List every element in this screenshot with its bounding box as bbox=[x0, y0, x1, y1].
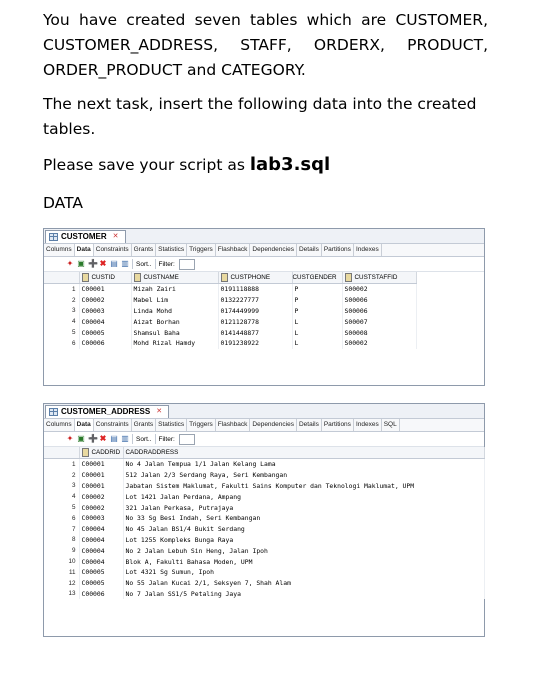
rownum-header bbox=[44, 447, 79, 459]
delete-row-icon[interactable]: ✖ bbox=[99, 434, 107, 443]
subtab-data[interactable]: Data bbox=[75, 244, 94, 256]
row-number: 2 bbox=[44, 470, 79, 481]
table-cell[interactable]: S00007 bbox=[342, 316, 416, 327]
grid-icon[interactable]: ▥ bbox=[121, 259, 129, 268]
row-number: 3 bbox=[44, 481, 79, 492]
table-cell[interactable]: P bbox=[292, 284, 342, 295]
table-row[interactable] bbox=[44, 578, 484, 589]
insert-row-icon[interactable]: ▣ bbox=[77, 434, 85, 443]
task-line-2: tables. bbox=[43, 120, 96, 138]
column-header[interactable]: CUSTSTAFFID bbox=[342, 272, 416, 284]
customer-tabbar bbox=[44, 229, 484, 244]
table-cell[interactable]: 0121128778 bbox=[218, 316, 292, 327]
column-icon bbox=[82, 273, 89, 282]
table-cell[interactable]: No 33 Sg Besi Indah, Seri Kembangan bbox=[123, 513, 484, 524]
commit-icon[interactable]: ➕ bbox=[88, 434, 98, 443]
table-cell[interactable]: C00004 bbox=[79, 545, 123, 556]
table-cell[interactable]: 0132227777 bbox=[218, 295, 292, 306]
table-cell[interactable]: 0174449999 bbox=[218, 306, 292, 317]
sort-button[interactable]: Sort.. bbox=[136, 435, 152, 443]
table-icon bbox=[49, 233, 58, 241]
customer-panel bbox=[43, 228, 485, 386]
table-row[interactable] bbox=[44, 470, 484, 481]
row-number: 5 bbox=[44, 327, 79, 338]
tab-customer-label: CUSTOMER bbox=[61, 232, 107, 241]
column-header[interactable]: CADDRID bbox=[79, 447, 123, 459]
customer-header-row bbox=[44, 272, 416, 284]
delete-row-icon[interactable]: ✖ bbox=[99, 259, 107, 268]
row-number: 1 bbox=[44, 284, 79, 295]
filter-label: Filter: bbox=[158, 435, 175, 443]
insert-row-icon[interactable]: ▣ bbox=[77, 259, 85, 268]
close-icon[interactable]: ✕ bbox=[156, 408, 163, 415]
table-cell[interactable]: 0191118888 bbox=[218, 284, 292, 295]
subtab-data[interactable]: Data bbox=[75, 419, 94, 431]
address-header-row bbox=[44, 447, 484, 459]
filter-input[interactable] bbox=[179, 434, 195, 445]
table-cell[interactable]: C00001 bbox=[79, 481, 123, 492]
row-number: 13 bbox=[44, 589, 79, 600]
table-cell[interactable]: Shamsul Baha bbox=[131, 327, 218, 338]
table-cell[interactable]: Lot 1255 Kompleks Bunga Raya bbox=[123, 535, 484, 546]
refresh-icon[interactable]: ▤ bbox=[110, 259, 118, 268]
intro-line-2: CUSTOMER_ADDRESS, STAFF, ORDERX, PRODUCT, bbox=[43, 36, 488, 54]
pin-icon[interactable]: ✦ bbox=[66, 434, 74, 443]
row-number: 1 bbox=[44, 459, 79, 470]
tab-customer-address[interactable] bbox=[45, 405, 169, 418]
column-icon bbox=[345, 273, 352, 282]
table-cell[interactable]: C00005 bbox=[79, 578, 123, 589]
table-cell[interactable]: P bbox=[292, 306, 342, 317]
table-cell[interactable]: 0141448877 bbox=[218, 327, 292, 338]
table-icon bbox=[49, 408, 58, 416]
table-cell[interactable]: C00006 bbox=[79, 338, 131, 349]
rownum-header bbox=[44, 272, 79, 284]
subtab-statistics[interactable]: Statistics bbox=[156, 244, 187, 256]
subtab-partitions[interactable]: Partitions bbox=[322, 244, 354, 256]
table-cell[interactable]: C00001 bbox=[79, 459, 123, 470]
subtab-constraints[interactable]: Constraints bbox=[94, 419, 132, 431]
save-filename: lab3.sql bbox=[249, 154, 331, 175]
row-number: 3 bbox=[44, 306, 79, 317]
row-number: 4 bbox=[44, 316, 79, 327]
address-tabbar bbox=[44, 404, 484, 419]
table-row[interactable] bbox=[44, 316, 416, 327]
column-icon bbox=[221, 273, 228, 282]
table-cell[interactable]: S00006 bbox=[342, 306, 416, 317]
table-row[interactable] bbox=[44, 459, 484, 470]
table-row[interactable] bbox=[44, 535, 484, 546]
table-cell[interactable]: C00002 bbox=[79, 295, 131, 306]
table-cell[interactable]: No 4 Jalan Tempua 1/1 Jalan Kelang Lama bbox=[123, 459, 484, 470]
table-cell[interactable]: C00004 bbox=[79, 535, 123, 546]
subtab-flashback[interactable]: Flashback bbox=[216, 244, 251, 256]
table-row[interactable] bbox=[44, 567, 484, 578]
table-cell[interactable]: 512 Jalan 2/3 Serdang Raya, Seri Kembangan bbox=[123, 470, 484, 481]
subtab-columns[interactable]: Columns bbox=[44, 244, 75, 256]
table-row[interactable] bbox=[44, 556, 484, 567]
subtab-columns[interactable]: Columns bbox=[44, 419, 75, 431]
filter-input[interactable] bbox=[179, 259, 195, 270]
column-header[interactable]: CADDRADDRESS bbox=[123, 447, 484, 459]
subtab-sql[interactable]: SQL bbox=[382, 419, 400, 431]
grid-icon[interactable]: ▥ bbox=[121, 434, 129, 443]
task-line-1: The next task, insert the following data into the created bbox=[43, 95, 477, 113]
table-row[interactable] bbox=[44, 284, 416, 295]
table-cell[interactable]: Linda Mohd bbox=[131, 306, 218, 317]
subtab-details[interactable]: Details bbox=[297, 419, 322, 431]
table-row[interactable] bbox=[44, 491, 484, 502]
table-cell[interactable]: C00002 bbox=[79, 491, 123, 502]
row-number: 9 bbox=[44, 545, 79, 556]
toolbar-separator bbox=[155, 434, 156, 444]
address-grid bbox=[44, 447, 485, 599]
table-cell[interactable]: 321 Jalan Perkasa, Putrajaya bbox=[123, 502, 484, 513]
column-header[interactable]: CUSTID bbox=[79, 272, 131, 284]
row-number: 4 bbox=[44, 491, 79, 502]
column-icon bbox=[82, 448, 89, 457]
row-number: 11 bbox=[44, 567, 79, 578]
table-row[interactable] bbox=[44, 295, 416, 306]
subtab-indexes[interactable]: Indexes bbox=[354, 419, 382, 431]
tab-customer[interactable] bbox=[45, 230, 126, 243]
table-cell[interactable]: C00005 bbox=[79, 567, 123, 578]
customer-toolbar bbox=[44, 257, 484, 272]
row-number: 8 bbox=[44, 535, 79, 546]
customer-subtabs bbox=[44, 244, 484, 257]
tab-address-label: CUSTOMER_ADDRESS bbox=[61, 407, 151, 416]
save-prefix: Please save your script as bbox=[43, 156, 250, 174]
table-cell[interactable]: No 45 Jalan BS1/4 Bukit Serdang bbox=[123, 524, 484, 535]
table-cell[interactable]: L bbox=[292, 327, 342, 338]
subtab-triggers[interactable]: Triggers bbox=[187, 419, 216, 431]
table-row[interactable] bbox=[44, 306, 416, 317]
table-row[interactable] bbox=[44, 524, 484, 535]
row-number: 6 bbox=[44, 513, 79, 524]
row-number: 2 bbox=[44, 295, 79, 306]
subtab-constraints[interactable]: Constraints bbox=[94, 244, 132, 256]
subtab-triggers[interactable]: Triggers bbox=[187, 244, 216, 256]
table-cell[interactable]: L bbox=[292, 338, 342, 349]
column-header[interactable]: CUSTPHONE bbox=[218, 272, 292, 284]
table-cell[interactable]: No 55 Jalan Kucai 2/1, Seksyen 7, Shah Alam bbox=[123, 578, 484, 589]
intro-line-1: You have created seven tables which are CUSTOMER, bbox=[43, 11, 488, 29]
subtab-dependencies[interactable]: Dependencies bbox=[250, 244, 297, 256]
table-cell[interactable]: C00002 bbox=[79, 502, 123, 513]
table-cell[interactable]: S00008 bbox=[342, 327, 416, 338]
table-cell[interactable]: Aizat Borhan bbox=[131, 316, 218, 327]
table-row[interactable] bbox=[44, 502, 484, 513]
subtab-dependencies[interactable]: Dependencies bbox=[250, 419, 297, 431]
table-cell[interactable]: C00004 bbox=[79, 524, 123, 535]
filter-label: Filter: bbox=[158, 260, 175, 268]
table-cell[interactable]: Lot 4321 Sg Sumun, Ipoh bbox=[123, 567, 484, 578]
address-toolbar bbox=[44, 432, 484, 447]
refresh-icon[interactable]: ▤ bbox=[110, 434, 118, 443]
row-number: 7 bbox=[44, 524, 79, 535]
table-cell[interactable]: C00003 bbox=[79, 306, 131, 317]
subtab-grants[interactable]: Grants bbox=[132, 244, 157, 256]
toolbar-separator bbox=[155, 259, 156, 269]
save-instruction bbox=[43, 153, 488, 178]
table-cell[interactable]: C00004 bbox=[79, 316, 131, 327]
table-cell[interactable]: Mohd Rizal Hamdy bbox=[131, 338, 218, 349]
table-cell[interactable]: Mabel Lim bbox=[131, 295, 218, 306]
table-cell[interactable]: C00001 bbox=[79, 470, 123, 481]
customer-address-panel bbox=[43, 403, 485, 637]
table-row[interactable] bbox=[44, 589, 484, 600]
table-row[interactable] bbox=[44, 327, 416, 338]
table-cell[interactable]: S00002 bbox=[342, 284, 416, 295]
table-cell[interactable]: C00006 bbox=[79, 589, 123, 600]
table-cell[interactable]: No 7 Jalan SS1/5 Petaling Jaya bbox=[123, 589, 484, 600]
table-row[interactable] bbox=[44, 481, 484, 492]
table-cell[interactable]: S00002 bbox=[342, 338, 416, 349]
table-cell[interactable]: C00001 bbox=[79, 284, 131, 295]
row-number: 10 bbox=[44, 556, 79, 567]
toolbar-separator bbox=[132, 259, 133, 269]
subtab-flashback[interactable]: Flashback bbox=[216, 419, 251, 431]
table-cell[interactable]: 0191238922 bbox=[218, 338, 292, 349]
close-icon[interactable]: ✕ bbox=[112, 233, 119, 240]
table-cell[interactable]: L bbox=[292, 316, 342, 327]
table-row[interactable] bbox=[44, 545, 484, 556]
table-cell[interactable]: C00003 bbox=[79, 513, 123, 524]
intro-line-3: ORDER_PRODUCT and CATEGORY. bbox=[43, 61, 306, 79]
table-cell[interactable]: No 2 Jalan Lebuh Sin Heng, Jalan Ipoh bbox=[123, 545, 484, 556]
column-header[interactable]: CUSTGENDER bbox=[292, 272, 342, 284]
table-cell[interactable]: Jabatan Sistem Maklumat, Fakulti Sains Komputer dan Teknologi Maklumat, UPM bbox=[123, 481, 484, 492]
commit-icon[interactable]: ➕ bbox=[88, 259, 98, 268]
table-cell[interactable]: Blok A, Fakulti Bahasa Moden, UPM bbox=[123, 556, 484, 567]
column-icon bbox=[134, 273, 141, 282]
table-cell[interactable]: C00004 bbox=[79, 556, 123, 567]
table-cell[interactable]: P bbox=[292, 295, 342, 306]
table-row[interactable] bbox=[44, 513, 484, 524]
table-cell[interactable]: Mizah Zairi bbox=[131, 284, 218, 295]
subtab-details[interactable]: Details bbox=[297, 244, 322, 256]
address-subtabs bbox=[44, 419, 484, 432]
data-heading: DATA bbox=[43, 194, 83, 212]
table-cell[interactable]: S00006 bbox=[342, 295, 416, 306]
toolbar-separator bbox=[132, 434, 133, 444]
sort-button[interactable]: Sort.. bbox=[136, 260, 152, 268]
row-number: 12 bbox=[44, 578, 79, 589]
table-row[interactable] bbox=[44, 338, 416, 349]
row-number: 6 bbox=[44, 338, 79, 349]
pin-icon[interactable]: ✦ bbox=[66, 259, 74, 268]
table-cell[interactable]: Lot 1421 Jalan Perdana, Ampang bbox=[123, 491, 484, 502]
subtab-grants[interactable]: Grants bbox=[132, 419, 157, 431]
table-cell[interactable]: C00005 bbox=[79, 327, 131, 338]
column-header[interactable]: CUSTNAME bbox=[131, 272, 218, 284]
customer-grid bbox=[44, 272, 417, 349]
subtab-statistics[interactable]: Statistics bbox=[156, 419, 187, 431]
subtab-partitions[interactable]: Partitions bbox=[322, 419, 354, 431]
subtab-indexes[interactable]: Indexes bbox=[354, 244, 382, 256]
row-number: 5 bbox=[44, 502, 79, 513]
